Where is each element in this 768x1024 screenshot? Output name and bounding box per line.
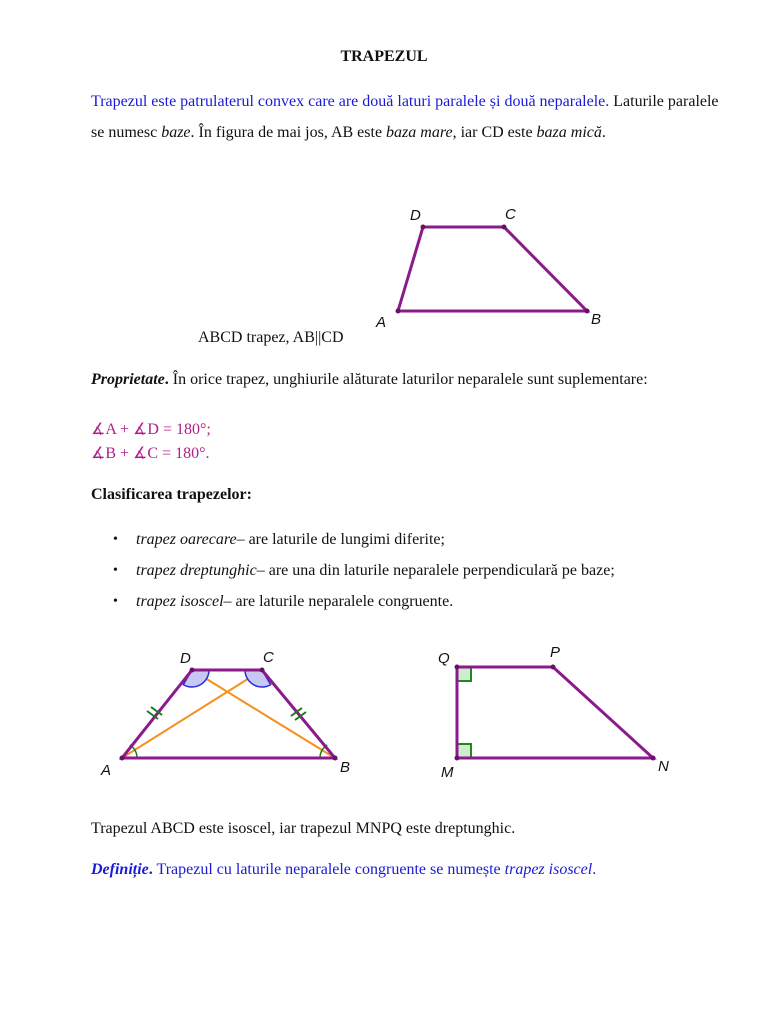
definition-text: Trapezul cu laturile neparalele congruente se numește	[152, 861, 505, 878]
label-c: C	[263, 649, 274, 666]
property-paragraph: Proprietate. În orice trapez, unghiurile alăturate laturilor neparalele sunt suplementare:	[91, 371, 648, 388]
label-a: A	[376, 314, 387, 331]
term-baze: baze	[161, 124, 191, 141]
property-label: Proprietate	[91, 371, 165, 388]
term-trapez-isoscel: trapez isoscel	[504, 861, 593, 878]
property-text: În orice trapez, unghiurile alăturate laturilor neparalele sunt suplementare:	[168, 371, 648, 388]
right-angle-q-marker	[457, 667, 471, 681]
point-d	[421, 225, 426, 230]
point-d	[190, 668, 195, 673]
list-item: • trapez dreptunghic– are una din laturile neparalele perpendiculară pe baze;	[136, 555, 615, 586]
label-b: B	[340, 759, 351, 776]
list-item: • trapez isoscel– are laturile neparalele congruente.	[136, 586, 615, 617]
term-baza-mica: baza mică	[536, 124, 602, 141]
point-p	[551, 665, 556, 670]
page-title: TRAPEZUL	[340, 48, 428, 65]
trapezoid-mnpq-shape	[457, 667, 653, 758]
label-d: D	[410, 207, 421, 224]
definition-label: Definiție	[91, 861, 149, 878]
intro-text-1: Laturile paralele se numesc	[91, 93, 719, 141]
label-b: B	[591, 311, 602, 328]
angle-c-marker	[245, 670, 271, 687]
label-n: N	[658, 758, 669, 775]
intro-paragraph	[91, 86, 727, 148]
isosceles-trapezoid-figure	[95, 640, 370, 785]
label-q: Q	[438, 650, 450, 667]
point-m	[455, 756, 460, 761]
term-baza-mare: baza mare	[386, 124, 453, 141]
point-q	[455, 665, 460, 670]
point-a	[396, 309, 401, 314]
point-n	[651, 756, 656, 761]
point-c	[502, 225, 507, 230]
label-d: D	[180, 650, 191, 667]
intro-text-2: . În figura de mai jos, AB este	[190, 124, 387, 141]
label-m: M	[441, 764, 454, 781]
point-a	[120, 756, 125, 761]
definition-paragraph: Definiție. Trapezul cu laturile neparalele congruente se numește trapez isoscel.	[91, 861, 597, 878]
point-b	[333, 756, 338, 761]
intro-text-3: , iar CD este	[452, 124, 537, 141]
conclusion-text: Trapezul ABCD este isoscel, iar trapezul MNPQ este dreptunghic.	[91, 820, 516, 837]
trapezoid-definition: Trapezul este patrulaterul convex care are două laturi paralele și două neparalele.	[91, 93, 610, 110]
intro-text-4: .	[601, 124, 606, 141]
label-a: A	[101, 762, 112, 779]
right-trapezoid-figure	[430, 640, 680, 785]
trapezoid-figure	[370, 200, 620, 335]
right-angle-m-marker	[457, 744, 471, 758]
trapezoid-abcd-shape	[398, 227, 587, 311]
list-item: • trapez oarecare– are laturile de lungimi diferite;	[136, 524, 615, 555]
equation-1: ∡A + ∡D = 180°;	[91, 421, 211, 438]
point-b	[585, 309, 590, 314]
label-c: C	[505, 206, 516, 223]
classification-heading: Clasificarea trapezelor:	[91, 486, 252, 503]
classification-list	[91, 524, 615, 617]
label-p: P	[550, 644, 561, 661]
equation-2: ∡B + ∡C = 180°.	[91, 445, 210, 462]
point-c	[260, 668, 265, 673]
figure-caption: ABCD trapez, AB||CD	[198, 329, 344, 346]
